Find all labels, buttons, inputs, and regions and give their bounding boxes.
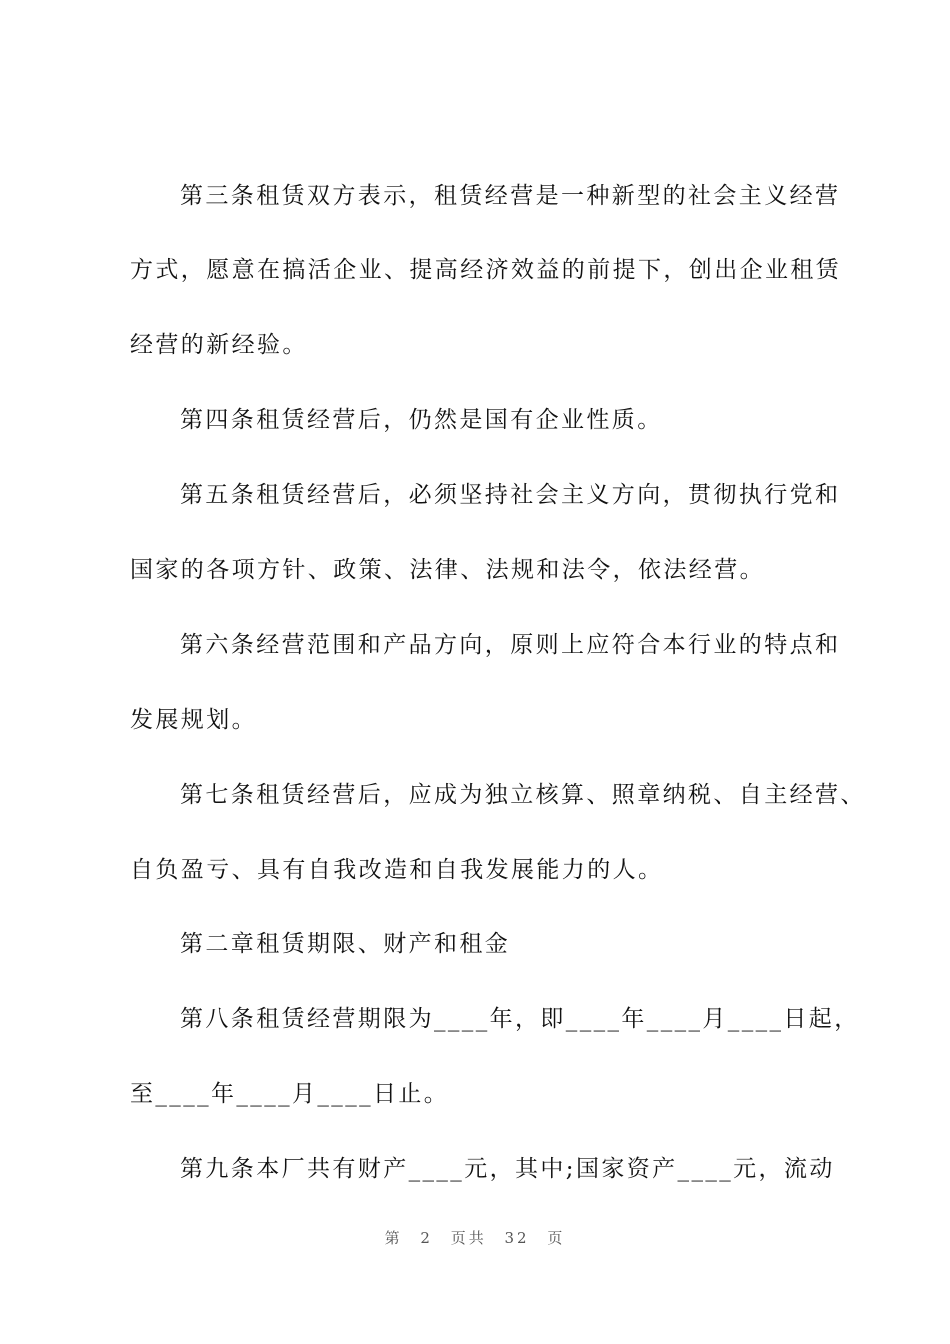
paragraph-line: 第九条本厂共有财产____元，其中;国家资产____元，流动 <box>180 1156 835 1182</box>
paragraph-line: 第八条租赁经营期限为____年，即____年____月____日起， <box>180 1006 860 1032</box>
page-number-footer: 第 2 页共 32 页 <box>384 1229 566 1247</box>
paragraph-line: 第六条经营范围和产品方向，原则上应符合本行业的特点和 <box>180 632 841 658</box>
paragraph-line: 自负盈亏、具有自我改造和自我发展能力的人。 <box>130 857 664 883</box>
paragraph-line: 至____年____月____日止。 <box>130 1081 450 1107</box>
paragraph-line: 第五条租赁经营后，必须坚持社会主义方向，贯彻执行党和 <box>180 482 841 508</box>
paragraph-line: 第四条租赁经营后，仍然是国有企业性质。 <box>180 407 663 433</box>
paragraph-line: 方式，愿意在搞活企业、提高经济效益的前提下，创出企业租赁 <box>130 257 842 283</box>
paragraph-line: 国家的各项方针、政策、法律、法规和法令，依法经营。 <box>130 557 765 583</box>
paragraph-line: 发展规划。 <box>130 707 257 733</box>
paragraph-line: 经营的新经验。 <box>130 332 308 358</box>
chapter-heading: 第二章租赁期限、财产和租金 <box>180 931 511 957</box>
paragraph-line: 第七条租赁经营后，应成为独立核算、照章纳税、自主经营、 <box>180 782 866 808</box>
paragraph-line: 第三条租赁双方表示，租赁经营是一种新型的社会主义经营 <box>180 183 841 209</box>
